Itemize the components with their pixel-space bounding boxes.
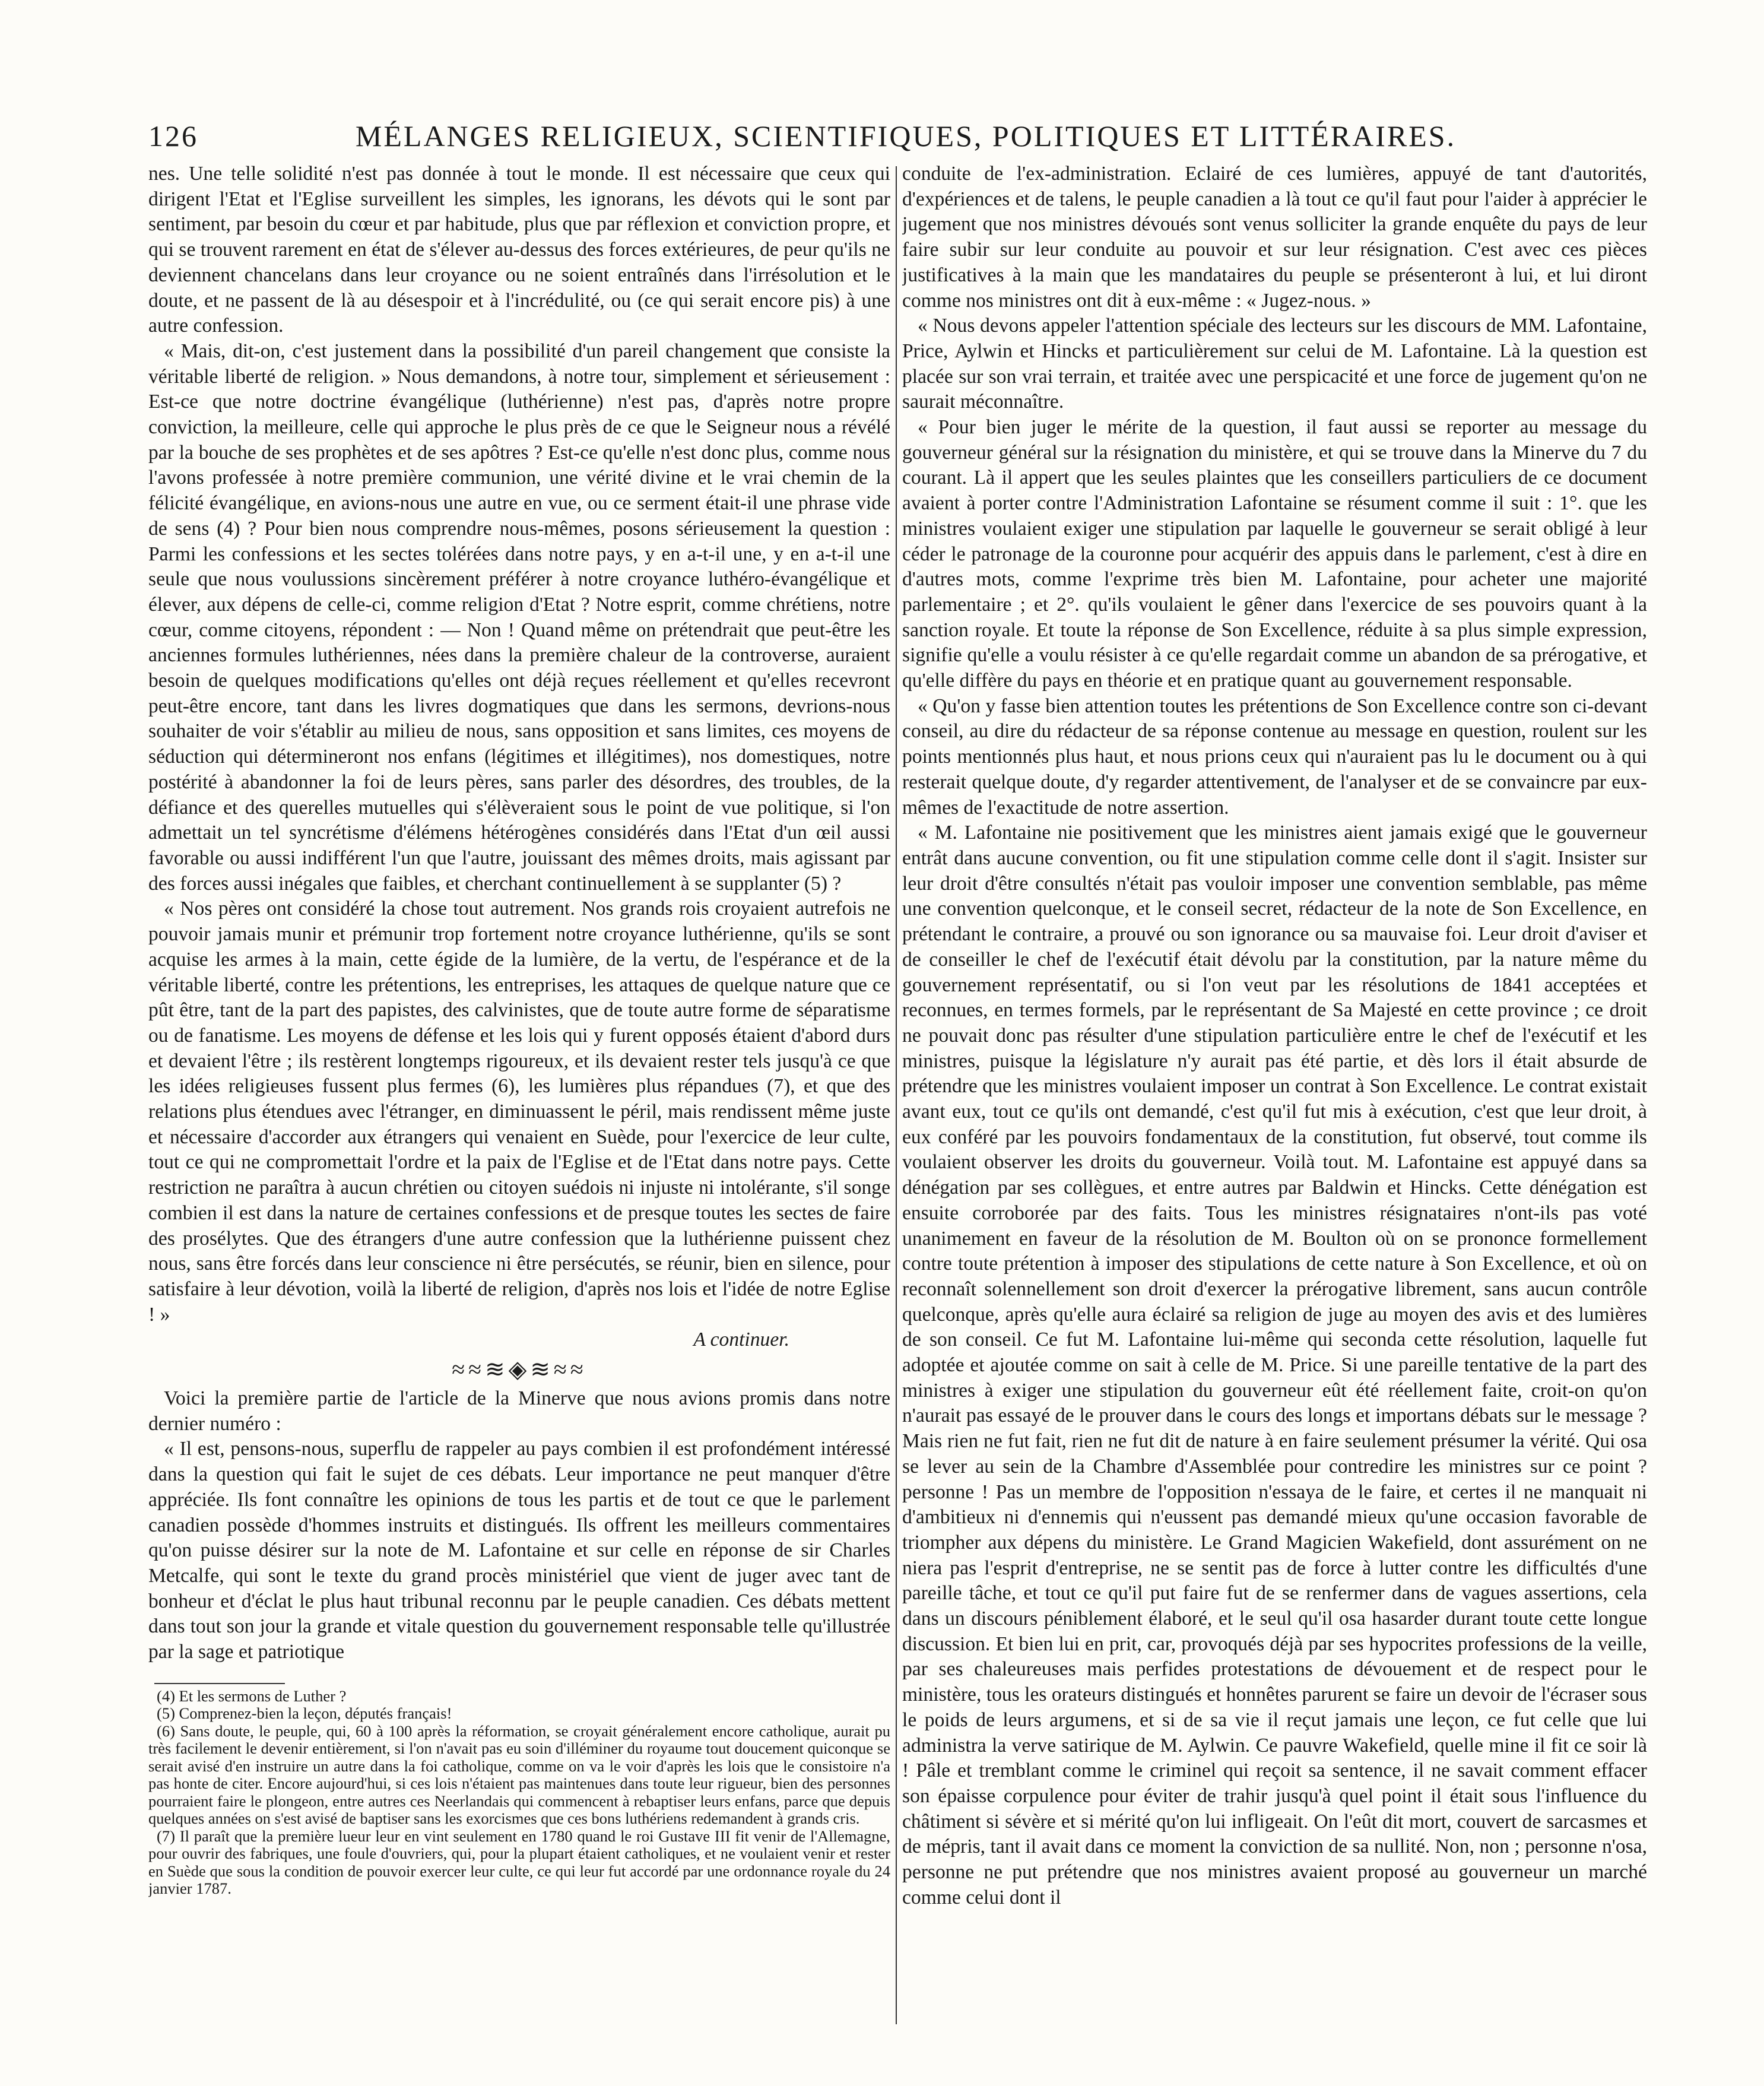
page-title: MÉLANGES RELIGIEUX, SCIENTIFIQUES, POLITIQUES ET LITTÉRAIRES. [355,119,1457,153]
paragraph: « Nos pères ont considéré la chose tout autrement. Nos grands rois croyaient autrefois ne pouvoir jamais munir et prémunir trop fortement notre croyance luthérienne, qu'ils se sont acquise les armes à la main, cette égide de la lumière, de la vertu, de l'espérance et de la véritable liberté, contre les prétentions, les entreprises, les attaques de quelque nature que ce pût être, tant de la part des papistes, des calvinistes, que de toute autre forme de séparatisme ou de fanatisme. Les moyens de défense et les lois qui y furent opposés étaient d'abord durs et devaient l'être ; ils restèrent longtemps rigoureux, et ils devaient rester tels jusqu'à ce que les idées religieuses fussent plus fermes (6), les lumières plus répandues (7), et que des relations plus étendues avec l'étranger, en diminuassent le péril, mais rendissent même juste et nécessaire d'accorder aux étrangers qui venaient en Suède, pour l'exercice de leur culte, tout ce qui ne compromettait l'ordre et la paix de l'Eglise et de l'Etat dans notre pays. Cette restriction ne paraîtra à aucun chrétien ou citoyen suédois ni injuste ni intolérante, s'il songe combien il est dans la nature de certaines confessions et de presque toutes les sectes de faire des prosélytes. Que des étrangers d'une autre confession que la luthérienne puissent chez nous, sans être forcés dans leur conscience ni être persécutés, se réunir, bien en silence, pour satisfaire à leur dévotion, voilà la liberté de religion, d'après nos lois et l'idée de notre Eglise ! » [148,898,890,1326]
paragraph: nes. Une telle solidité n'est pas donnée à tout le monde. Il est nécessaire que ceux qui dirigent l'Etat et l'Eglise surveillent les simples, les ignorans, les dévots qui le sont par sentiment, par besoin du cœur et par habitude, plus que par réflexion et conviction propre, et qui se trouvent rarement en état de s'élever au-dessus des forces extérieures, de peur qu'ils ne deviennent chancelans dans leur croyance ou ne soient entraînés dans l'irrésolution et le doute, et ne passent de là au désespoir et à l'incrédulité, ou (ce qui serait encore pis) à une autre confession. [148,163,890,337]
paragraph: Voici la première partie de l'article de la Minerve que nous avions promis dans notre dernier numéro : [148,1387,890,1435]
footnote: (5) Comprenez-bien la leçon, députés français! [157,1704,452,1723]
paragraph: conduite de l'ex-administration. Eclairé de ces lumières, appuyé de tant d'autorités, d'expériences et de talens, le peuple canadien a là tout ce qu'il faut pour l'aider à apprécier le jugement que nos ministres dévoués sont venus solliciter la grande enquête du pays de leur faire subir sur leur conduite au pouvoir et sur leur résignation. C'est avec ces pièces justificatives à la main que les mandataires du peuple se présenteront à lui, et lui diront comme nos ministres ont dit à eux-même : « Jugez-nous. » [902,163,1647,312]
footnote: (7) Il paraît que la première lueur leur en vint seulement en 1780 quand le roi Gustave III fit venir de l'Allemagne, pour ouvrir des fabriques, une foule d'ouvriers, qui, pour la plupart étaient catholiques, et ne voulaient venir et rester en Suède que sous la condition de pouvoir exercer leur culte, ce qui leur fut accordé par une ordonnance royale du 24 janvier 1787. [148,1827,890,1898]
page-number: 126 [148,119,198,153]
right-column [902,161,1647,2025]
to-be-continued: A continuer. [693,1329,789,1351]
paragraph: « Pour bien juger le mérite de la question, il faut aussi se reporter au message du gouverneur général sur la résignation du ministère, et qui se trouve dans la Minerve du 7 du courant. Là il appert que les seules plaintes que les conseillers particuliers de ce document avaient à porter contre l'Administration Lafontaine se résument comme il suit : 1°. que les ministres voulaient exiger une stipulation par laquelle le gouverneur se serait obligé à leur céder le patronage de la couronne pour acquérir des appuis dans le parlement, c'est à dire en d'autres mots, comme l'exprime très bien M. Lafontaine, pour acheter une majorité parlementaire ; et 2°. qu'ils voulaient le gêner dans l'exercice de ses pouvoirs quant à la sanction royale. Et toute la réponse de Son Excellence, réduite à sa plus simple expression, signifie qu'elle a voulu résister à ce qu'elle regardait comme un abandon de sa prérogative, et qu'elle diffère du pays en théorie et en pratique quant au gouvernement responsable. [902,416,1647,692]
footnote: (4) Et les sermons de Luther ? [157,1686,347,1705]
footnote-rule [154,1683,285,1684]
page-header [148,119,1616,166]
paragraph: « Nous devons appeler l'attention spéciale des lecteurs sur les discours de MM. Lafontaine, Price, Aylwin et Hincks et particulièrement sur celui de M. Lafontaine. Là la question est placée sur son vrai terrain, et traitée avec une perspicacité et une force de jugement qu'on ne saurait méconnaître. [902,315,1647,413]
ornament-divider: ≈≈≋◈≋≈≈ [452,1356,587,1383]
paragraph: « M. Lafontaine nie positivement que les ministres aient jamais exigé que le gouverneur entrât dans aucune convention, ou fit une stipulation comme celle dont il s'agit. Insister sur leur droit d'être consultés n'était pas vouloir imposer une convention semblable, pas même une convention quelconque, et le conseil secret, rédacteur de la note de Son Excellence, en prétendant le contraire, a prouvé ou son ignorance ou sa mauvaise foi. Leur droit d'aviser et de conseiller le chef de l'exécutif était dévolu par la constitution, par la nature même du gouvernement représentatif, ou si l'on veut par les résolutions de 1841 acceptées et reconnues, en termes formels, par le représentant de Sa Majesté en cette province ; ce droit ne pouvait donc pas résulter d'une stipulation particulière entre le chef de l'exécutif et les ministres, puisque la législature n'y aurait pas été partie, et dès lors il était absurde de prétendre que les ministres voulaient imposer un contrat à Son Excellence. Le contrat existait avant eux, tout ce qu'ils ont demandé, c'est qu'il fut mis à exécution, c'est que leur droit, à eux conféré par les pouvoirs fondamentaux de la constitution, fut observé, tout comme ils voulaient observer les droits du gouverneur. Voilà tout. M. Lafontaine est appuyé dans sa dénégation par ses collègues, et entre autres par Baldwin et Hincks. Cette dénégation est ensuite corroborée par des faits. Tous les ministres résignataires n'ont-ils pas voté unanimement en faveur de la résolution de M. Boulton où on se prononce formellement contre toute prétention à imposer des stipulations de cette nature à Son Excellence, et où on reconnaît solennellement son droit d'exercer la prérogative librement, sans aucun contrôle quelconque, après qu'elle aura éclairé sa religion de juge au moyen des avis et des lumières de son conseil. Ce fut M. Lafontaine lui-même qui seconda cette résolution, laquelle fut adoptée et ajoutée comme on sait à celle de M. Price. Si une pareille tentative de la part des ministres à exiger une stipulation du gouverneur eût été réellement faite, croit-on qu'on n'aurait pas essayé de le prouver dans le cours des longs et importans débats sur le message ? Mais rien ne fut fait, rien ne fut dit de nature à en faire seulement présumer la vérité. Qui osa se lever au sein de la Chambre d'Assemblée pour contredire les ministres sur ce point ? personne ! Pas un membre de l'opposition n'essaya de le faire, et certes il ne manquait ni d'ambitieux ni d'ennemis qui n'eussent pas demandé mieux qu'une occasion favorable de triompher aux dépens du ministère. Le Grand Magicien Wakefield, dont assurément on ne niera pas l'esprit d'entreprise, ne se sentit pas de force à lutter contre les difficultés d'une pareille tâche, et tout ce qu'il put faire fut de se renfermer dans de vagues assertions, cela dans un discours péniblement élaboré, et le seul qu'il osa hasarder durant toute cette longue discussion. Et bien lui en prit, car, provoqués déjà par ses hypocrites professions de la veille, par ses chaleureuses mais perfides protestations de dévouement et de respect pour le ministère, tous les orateurs distingués et honnêtes parurent se faire un devoir de l'écraser sous le poids de leurs argumens, et si de sa vie il reçut jamais une leçon, ce fut celle que lui administra la verve satirique de M. Aylwin. Ce pauvre Wakefield, quelle mine il fit ce soir là ! Pâle et tremblant comme le criminel qui reçoit sa sentence, il ne savait comment effacer son épaisse corpulence pour éviter de trahir jusqu'à quel point il était sous l'influence du châtiment si sévère et si mérité qu'on lui infligeait. On l'eût dit mort, couvert de sarcasmes et de mépris, tant il avait dans ce moment la conviction de sa nullité. Non, non ; personne n'osa, personne ne put prétendre que nos ministres avaient proposé au gouverneur un marché comme celui dont il [902,822,1647,1909]
paragraph: « Mais, dit-on, c'est justement dans la possibilité d'un pareil changement que consiste la véritable liberté de religion. » Nous demandons, à notre tour, simplement et sérieusement : Est-ce que notre doctrine évangélique (luthérienne) n'est pas, d'après notre propre conviction, la meilleure, celle qui approche le plus près de ce que le Seigneur nous a révélé par la bouche de ses prophètes et de ses apôtres ? Est-ce qu'elle n'est donc plus, comme nous l'avons professée à notre première communion, une vérité divine et le vrai chemin de la félicité évangélique, en avions-nous une autre en vue, ou ce serment était-il une phrase vide de sens (4) ? Pour bien nous comprendre nous-mêmes, posons sérieusement la question : Parmi les confessions et les sectes tolérées dans notre pays, y en a-t-il une, y en a-t-il une seule que nous voulussions sincèrement préférer à notre croyance luthéro-évangélique et élever, aux dépens de celle-ci, comme religion d'Etat ? Notre esprit, comme chrétiens, notre cœur, comme citoyens, répondent : — Non ! Quand même on prétendrait que peut-être les anciennes formules luthériennes, nées dans la première chaleur de la controverse, auraient besoin de quelques modifications qu'elles ont déjà reçues réellement et qu'elles recevront peut-être encore, tant dans les livres dogmatiques que dans les sermons, devrions-nous souhaiter de voir s'établir au milieu de nous, sans opposition et sans limites, ces moyens de séduction qui détermineront nos enfans (légitimes et illégitimes), nos domestiques, notre postérité à abandonner la foi de leurs pères, sans parler des désordres, des troubles, de la défiance et des querelles mutuelles qui s'élèveraient sous le point de vue politique, si l'on admettait un tel syncrétisme d'élémens hétérogènes considérés dans l'Etat d'un œil aussi favorable ou aussi indifférent l'un que l'autre, jouissant des mêmes droits, mais agissant par des forces aussi inégales que faibles, et cherchant continuellement à se supplanter (5) ? [148,340,890,895]
footnote: (6) Sans doute, le peuple, qui, 60 à 100 après la réformation, se croyait généralement encore catholique, aurait pu très facilement le devenir entièrement, si l'on n'avait pas eu soin d'illéminer du royaume tout doucement quiconque se serait avisé d'en instruire un autre dans la foi catholique, comme on va le voir d'après les lois que le consistoire n'a pas honte de citer. Encore aujourd'hui, si ces lois n'étaient pas maintenues dans toute leur rigueur, bien des personnes pourraient faire le plongeon, entre autres ces Neerlandais qui commencent à rebaptiser leurs enfans, parce que depuis quelques années on s'est avisé de baptiser sans les exorcismes que ces bons luthériens redemandent à grands cris. [148,1722,890,1828]
left-column [148,161,890,2025]
paragraph: « Qu'on y fasse bien attention toutes les prétentions de Son Excellence contre son ci-devant conseil, au dire du rédacteur de sa réponse contenue au message en question, roulent sur les points mentionnés plus haut, et nous prions ceux qui n'auraient pas lu le document ou à qui resterait quelque doute, d'y regarder attentivement, de l'analyser et de se convaincre par eux-mêmes de l'exactitude de notre assertion. [902,695,1647,819]
column-divider [896,166,897,2024]
paragraph: « Il est, pensons-nous, superflu de rappeler au pays combien il est profondément intéressé dans la question qui fait le sujet de ces débats. Leur importance ne peut manquer d'être appréciée. Ils font connaître les opinions de tous les partis et de tout ce que le parlement canadien possède d'hommes instruits et distingués. Ils offrent les meilleurs commentaires qu'on puisse désirer sur la note de M. Lafontaine et sur celle en réponse de sir Charles Metcalfe, qui sont le texte du grand procès ministériel que vient de juger avec tant de bonheur et d'éclat le plus haut tribunal reconnu par le peuple canadien. Ces débats mettent dans tout son jour la grande et vitale question du gouvernement responsable telle qu'illustrée par la sage et patriotique [148,1438,890,1663]
